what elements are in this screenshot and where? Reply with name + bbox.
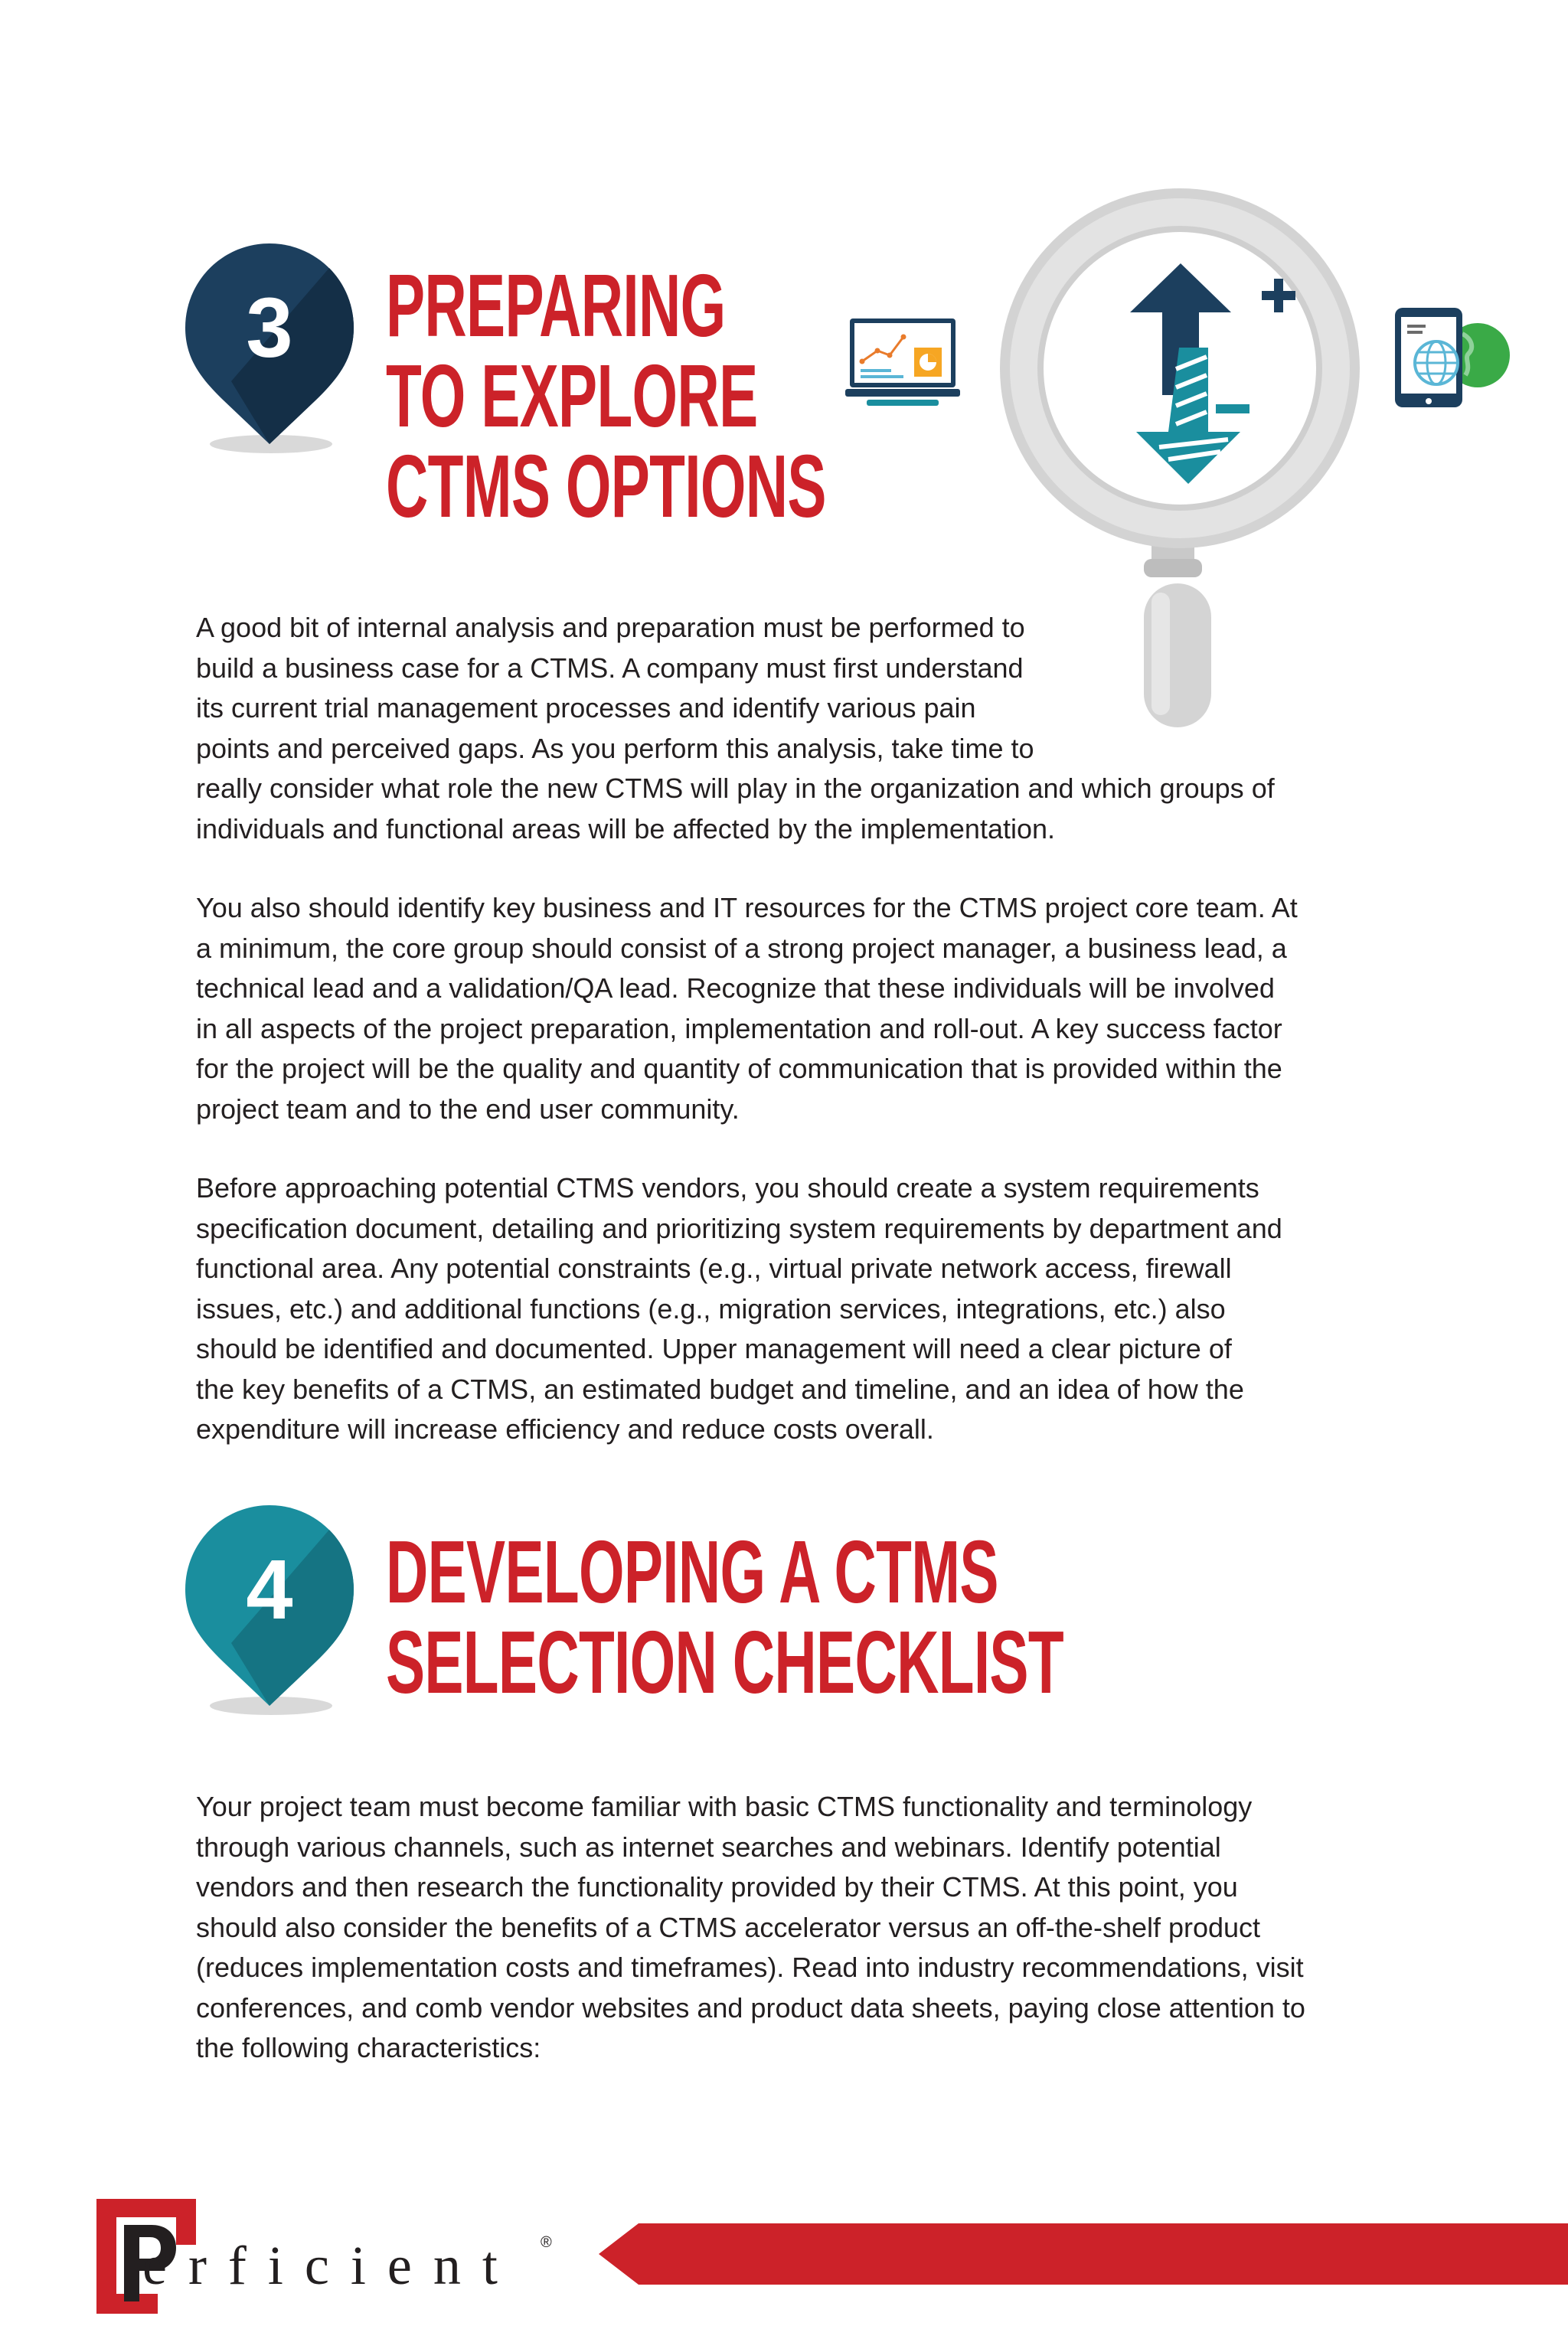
number-pin-4 <box>185 1505 354 1720</box>
number-pin-3 <box>185 243 354 458</box>
section-4-paragraph-1 <box>196 1787 1305 2069</box>
paragraph-line: vendors and then research the functionality provided by their CTMS. At this point, you <box>196 1871 1238 1903</box>
paragraph-line: issues, etc.) and additional functions (e.g., migration services, integrations, etc.) also <box>196 1292 1226 1325</box>
paragraph-line: in all aspects of the project preparation, implementation and roll-out. A key success factor <box>196 1012 1282 1044</box>
paragraph-line: conferences, and comb vendor websites and product data sheets, paying close attention to <box>196 1991 1305 2024</box>
paragraph-line: A good bit of internal analysis and preparation must be performed to <box>196 612 1025 643</box>
section-3-title-line-1: PREPARING <box>386 256 726 355</box>
paragraph-line: should also consider the benefits of a CTMS accelerator versus an off-the-shelf product <box>196 1911 1261 1943</box>
paragraph-line: Your project team must become familiar with basic CTMS functionality and terminology <box>196 1791 1253 1822</box>
laptop-chart-icon <box>845 317 960 410</box>
paragraph-line: the key benefits of a CTMS, an estimated budget and timeline, and an idea of how the <box>196 1373 1244 1405</box>
paragraph-line: the following characteristics: <box>196 2032 541 2063</box>
tablet-globe-icon <box>1392 306 1511 409</box>
paragraph-line: through various channels, such as internet searches and webinars. Identify potential <box>196 1831 1221 1863</box>
paragraph-line: its current trial management processes and identify various pain <box>196 692 976 724</box>
section-4-title-line-1: DEVELOPING A CTMS <box>386 1522 998 1622</box>
section-4-title-line-2: SELECTION CHECKLIST <box>386 1612 1063 1712</box>
paragraph-line: points and perceived gaps. As you perform this analysis, take time to <box>196 732 1034 764</box>
section-number-4: 4 <box>246 1542 293 1637</box>
paragraph-line: project team and to the end user community. <box>196 1093 740 1125</box>
paragraph-line: individuals and functional areas will be affected by the implementation. <box>196 812 1056 844</box>
registered-mark: ® <box>541 2234 552 2251</box>
footer-red-bar <box>599 2223 1568 2285</box>
paragraph-line: technical lead and a validation/QA lead. Recognize that these individuals will be involved <box>196 972 1275 1004</box>
paragraph-line: a minimum, the core group should consist of a strong project manager, a business lead, a <box>196 932 1287 964</box>
minus-icon <box>1216 404 1250 413</box>
section-3-title-line-2: TO EXPLORE <box>386 346 758 446</box>
logo-wordmark: erficient <box>142 2235 519 2296</box>
paragraph-line: should be identified and documented. Upper management will need a clear picture of <box>196 1333 1232 1364</box>
paragraph-line: (reduces implementation costs and timeframes). Read into industry recommendations, visit <box>196 1952 1304 1983</box>
paragraph-line: You also should identify key business and IT resources for the CTMS project core team. At <box>196 892 1298 923</box>
section-number-3: 3 <box>246 280 293 375</box>
section-4-title <box>386 1522 1063 1712</box>
paragraph-line: expenditure will increase efficiency and reduce costs overall. <box>196 1413 934 1445</box>
paragraph-line: build a business case for a CTMS. A company must first understand <box>196 652 1024 684</box>
section-3-title <box>386 256 826 536</box>
section-3-title-line-3: CTMS OPTIONS <box>386 436 826 536</box>
paragraph-line: for the project will be the quality and quantity of communication that is provided within the <box>196 1053 1282 1084</box>
section-3-paragraph-2 <box>196 888 1298 1129</box>
paragraph-line: Before approaching potential CTMS vendors, you should create a system requirements <box>196 1172 1259 1204</box>
section-3-paragraph-3 <box>196 1168 1282 1450</box>
paragraph-line: really consider what role the new CTMS will play in the organization and which groups of <box>196 773 1275 804</box>
section-3-paragraph-1 <box>196 608 1275 849</box>
paragraph-line: functional area. Any potential constraints (e.g., virtual private network access, firewall <box>196 1253 1232 1284</box>
paragraph-line: specification document, detailing and prioritizing system requirements by department and <box>196 1212 1282 1244</box>
